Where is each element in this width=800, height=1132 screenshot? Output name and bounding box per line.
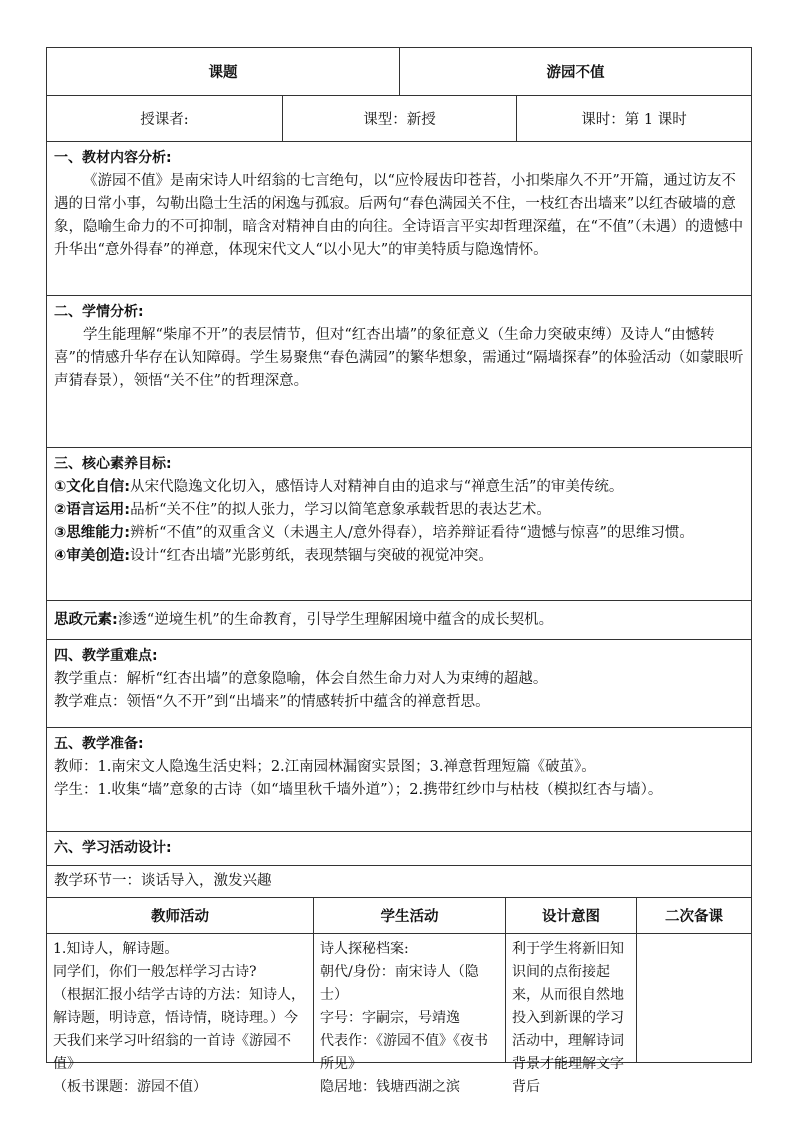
teacher-activity-cell: [47, 934, 314, 1095]
ideology-text: 渗透“逆境生机”的生命教育，引导学生理解困境中蕴含的成长契机。: [117, 612, 554, 628]
goal-text: 辨析“不值”的双重含义（未遇主人/意外得春），培养辩证看待“遗憾与惊喜”的思维习惯。: [130, 525, 694, 541]
key-point: 教学重点：解析“红杏出墙”的意象隐喻，体会自然生命力对人为束缚的超越。: [54, 671, 548, 687]
section-textbook-analysis: [47, 142, 751, 296]
goal-label: ④审美创造:: [54, 548, 131, 564]
subject-label: 课题: [47, 48, 400, 95]
step-text: 教学环节一：谈话导入，激发兴趣: [54, 873, 272, 889]
section-core-goals: [47, 448, 751, 601]
student-activity-line: 字号：字嗣宗，号靖逸: [320, 1010, 460, 1026]
lesson-type-field: 课型：新授: [283, 96, 517, 141]
goal-item: [54, 476, 745, 499]
header-second-prep: 二次备课: [665, 909, 723, 925]
section-preparation: [47, 728, 751, 832]
goal-label: ②语言运用:: [54, 502, 131, 518]
header-teacher-activity: 教师活动: [47, 898, 314, 933]
header-student-activity: 学生活动: [314, 898, 506, 933]
goal-text: 从宋代隐逸文化切入，感悟诗人对精神自由的追求与“禅意生活”的审美传统。: [130, 479, 624, 495]
activity-table-header: [47, 898, 751, 934]
header-design-intent: 设计意图: [506, 898, 637, 933]
section-heading: 二、学情分析:: [54, 304, 144, 320]
subject-value: 游园不值: [546, 65, 605, 81]
ideology-label: 思政元素:: [54, 612, 118, 628]
goal-item: [54, 545, 745, 568]
second-prep-text: [637, 934, 751, 942]
section-body: 学生能理解“柴扉不开”的表层情节，但对“红杏出墙”的象征意义（生命力突破束缚）及诗人“由憾转喜”的情感升华存在认知障碍。学生易聚焦“春色满园”的繁华想象，需通过“隔墙探春”的体验活动（如蒙眼听声猜春景），领悟“关不住”的哲理深意。: [54, 327, 744, 389]
teacher-activity-line: （板书课题：游园不值）: [53, 1079, 207, 1095]
student-prep: 学生：1.收集“墙”意象的古诗（如“墙里秋千墙外道”）；2.携带红纱巾与枯枝（模拟红杏与墙）。: [54, 782, 663, 798]
goal-text: 品析“关不住”的拟人张力，学习以简笔意象承载哲思的表达艺术。: [130, 502, 551, 518]
goal-label: ①文化自信:: [54, 479, 131, 495]
section-learner-analysis: [47, 296, 751, 448]
design-intent-cell: [506, 934, 637, 1095]
section-heading: 五、教学准备:: [54, 736, 144, 752]
teacher-field: 授课者:: [47, 96, 283, 141]
section-activity-design: [47, 832, 751, 866]
goal-item: [54, 499, 745, 522]
section-heading: 四、教学重难点:: [54, 648, 158, 664]
design-intent-text: 利于学生将新旧知识间的点衔接起来，从而很自然地投入到新课的学习活动中，理解诗词背景才能理解文字背后: [512, 941, 624, 1095]
info-row: [47, 96, 751, 142]
section-body: 《游园不值》是南宋诗人叶绍翁的七言绝句，以“应怜屐齿印苍苔，小扣柴扉久不开”开篇，通过访友不遇的日常小事，勾勒出隐士生活的闲逸与孤寂。后两句“春色满园关不住，一枝红杏出墙来”以红杏破墙的意象，隐喻生命力的不可抑制，暗含对精神自由的向往。全诗语言平实却哲理深蕴，在“不值”（未遇）的遗憾中升华出“意外得春”的禅意，体现宋代文人“以小见大”的审美特质与隐逸情怀。: [54, 173, 744, 258]
lesson-plan-table: [46, 47, 752, 1095]
teaching-step: [47, 866, 751, 898]
subject-row: [47, 48, 751, 96]
period-field: 课时：第 1 课时: [581, 112, 687, 128]
section-key-points: [47, 640, 751, 728]
goal-label: ③思维能力:: [54, 525, 131, 541]
student-activity-line: 代表作：《游园不值》《夜书所见》: [320, 1033, 488, 1072]
second-prep-cell: [637, 934, 751, 1062]
teacher-activity-line: 1.知诗人，解诗题。: [53, 941, 179, 957]
section-heading: 六、学习活动设计:: [54, 840, 172, 856]
goal-item: [54, 522, 745, 545]
activity-table-body: [47, 934, 751, 1095]
ideology-row: [47, 601, 751, 640]
section-heading: 三、核心素养目标:: [54, 456, 172, 472]
teacher-activity-line: （根据汇报小结学古诗的方法：知诗人，解诗题，明诗意，悟诗情，晓诗理。）今天我们来学习叶绍翁的一首诗《游园不值》: [53, 987, 305, 1072]
student-activity-line: 朝代/身份：南宋诗人（隐士）: [320, 964, 479, 1003]
teacher-activity-line: 同学们，你们一般怎样学习古诗?: [53, 964, 257, 980]
teacher-prep: 教师：1.南宋文人隐逸生活史料；2.江南园林漏窗实景图；3.禅意哲理短篇《破茧》。: [54, 759, 596, 775]
section-heading: 一、教材内容分析:: [54, 150, 172, 166]
student-activity-line: 诗人探秘档案:: [320, 941, 409, 957]
difficulty-point: 教学难点：领悟“久不开”到“出墙来”的情感转折中蕴含的禅意哲思。: [54, 694, 490, 710]
goal-text: 设计“红杏出墙”光影剪纸，表现禁锢与突破的视觉冲突。: [130, 548, 493, 564]
student-activity-line: 隐居地：钱塘西湖之滨: [320, 1079, 460, 1095]
student-activity-cell: [314, 934, 506, 1095]
